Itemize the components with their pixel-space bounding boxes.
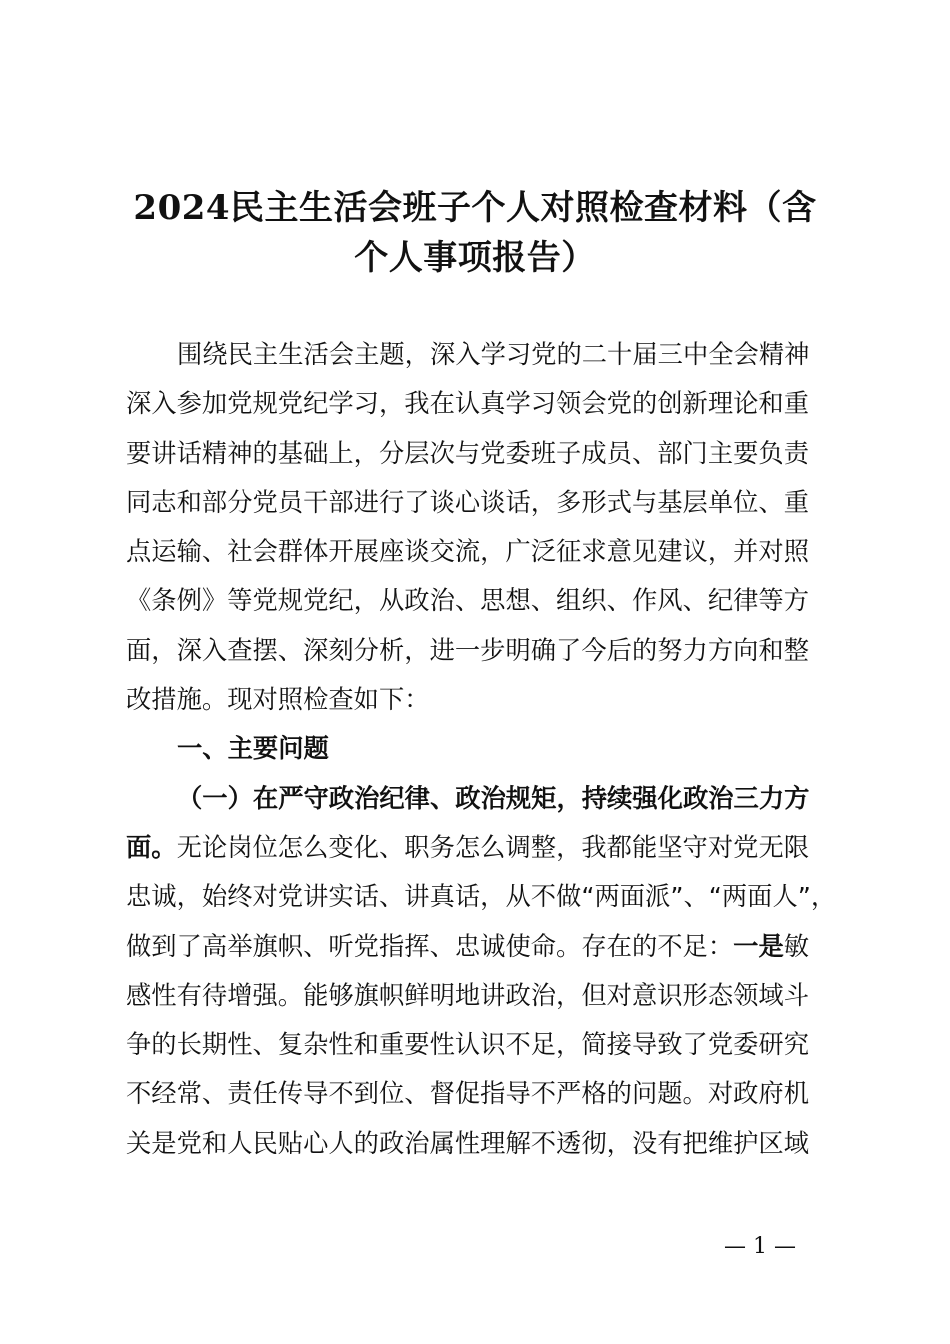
paragraph-text: 敏 xyxy=(783,931,810,961)
intro-line: 深入参加党规党纪学习，我在认真学习领会党的创新理论和重 xyxy=(126,389,810,419)
paragraph-text: 做到了高举旗帜、听党指挥、忠诚使命。存在的不足： xyxy=(126,931,734,961)
intro-line: 要讲话精神的基础上，分层次与党委班子成员、部门主要负责 xyxy=(126,438,810,468)
title-line-2: 个人事项报告） xyxy=(354,238,596,278)
subsection-heading: （一）在严守政治纪律、政治规矩，持续强化政治三力方 xyxy=(177,783,810,813)
emphasis-text: 一是 xyxy=(733,931,784,961)
paragraph-line xyxy=(126,823,832,872)
paragraph-line: 不经常、责任传导不到位、督促指导不严格的问题。对政府机 xyxy=(126,1079,810,1109)
intro-line: 改措施。现对照检查如下： xyxy=(126,685,430,715)
intro-line: 《条例》等党规党纪，从政治、思想、组织、作风、纪律等方 xyxy=(126,586,810,616)
paragraph-line: 感性有待增强。能够旗帜鲜明地讲政治，但对意识形态领域斗 xyxy=(126,980,810,1010)
title-line-1: 2024民主生活会班子个人对照检查材料（含 xyxy=(133,188,817,228)
paragraph-line: 关是党和人民贴心人的政治属性理解不透彻，没有把维护区域 xyxy=(126,1128,810,1158)
intro-line: 点运输、社会群体开展座谈交流，广泛征求意见建议，并对照 xyxy=(126,537,810,567)
subsection-heading-end: 面。 xyxy=(126,832,177,862)
document-body xyxy=(126,330,837,1168)
paragraph-line: 争的长期性、复杂性和重要性认识不足，简接导致了党委研究 xyxy=(126,1030,810,1060)
section-heading: 一、主要问题 xyxy=(177,734,329,764)
paragraph-text: 无论岗位怎么变化、职务怎么调整，我都能坚守对党无限 xyxy=(176,832,810,862)
page-number: — 1 — xyxy=(724,1234,796,1259)
document-title xyxy=(120,183,830,283)
paragraph-line: 忠诚，始终对党讲实话、讲真话，从不做“两面派”、“两面人”， xyxy=(126,882,837,912)
paragraph-line xyxy=(126,922,832,971)
intro-line: 围绕民主生活会主题，深入学习党的二十届三中全会精神 xyxy=(177,340,810,369)
intro-line: 面，深入查摆、深刻分析，进一步明确了今后的努力方向和整 xyxy=(126,635,810,665)
intro-line: 同志和部分党员干部进行了谈心谈话，多形式与基层单位、重 xyxy=(126,487,810,517)
